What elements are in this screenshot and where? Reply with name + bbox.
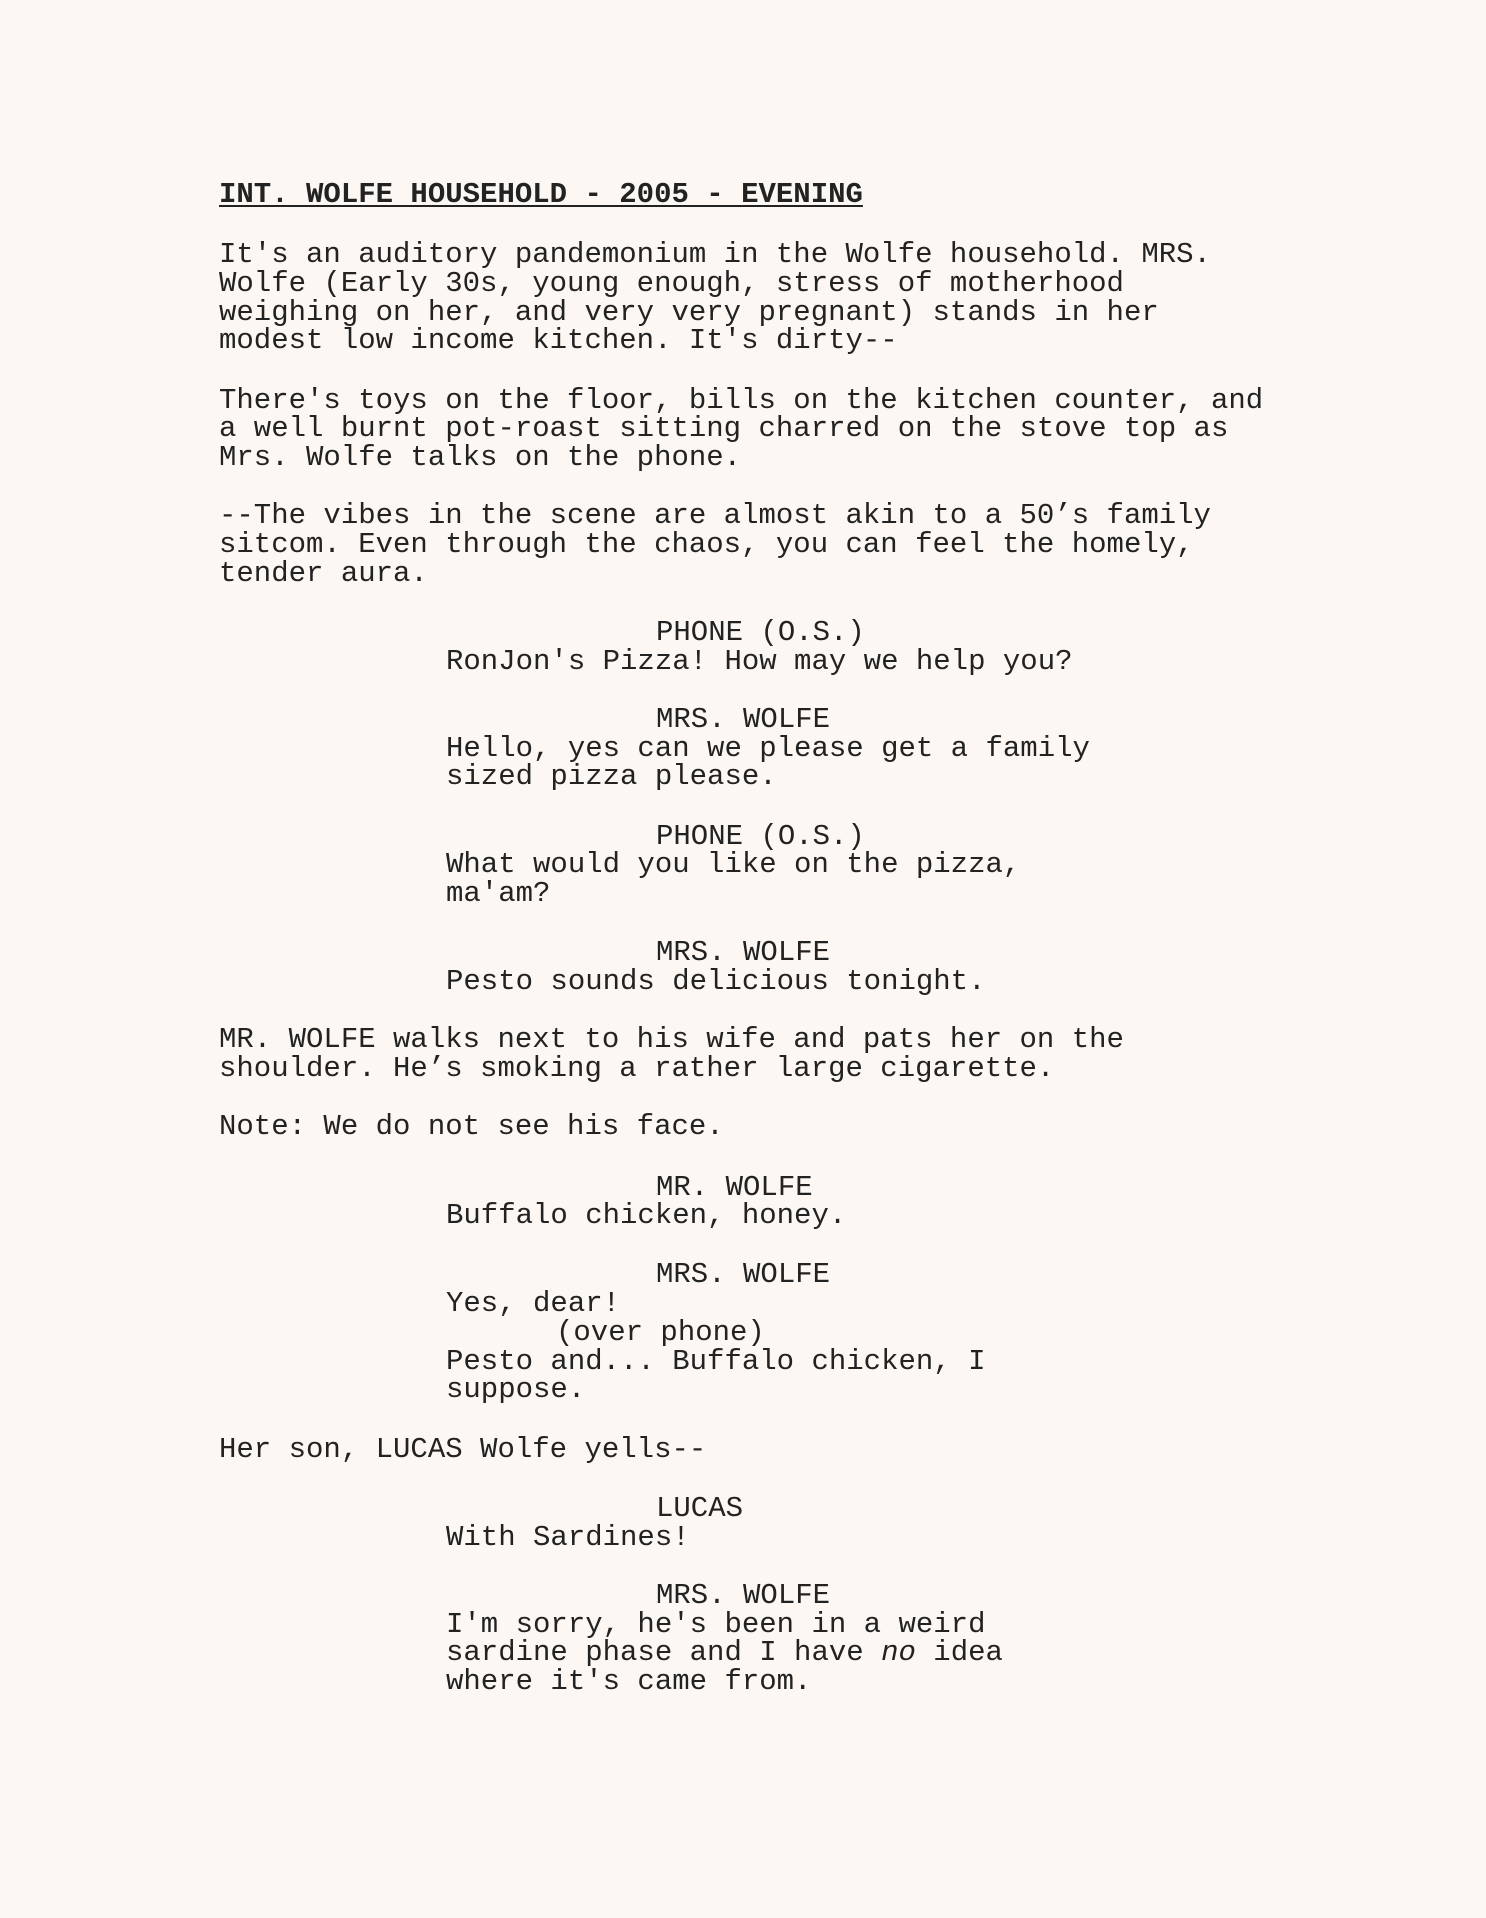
character-name: MRS. WOLFE [656, 1258, 831, 1291]
character-name: MRS. WOLFE [656, 1579, 831, 1612]
action-line: Her son, LUCAS Wolfe yells-- [219, 1433, 707, 1466]
character-name: PHONE (O.S.) [656, 820, 865, 853]
action-line: a well burnt pot-roast sitting charred on the stove top as [219, 412, 1229, 445]
action-line: --The vibes in the scene are almost akin to a 50’s family [219, 499, 1211, 532]
dialogue-line [446, 1638, 1003, 1667]
action-line: modest low income kitchen. It's dirty-- [219, 324, 898, 357]
dialogue-line: RonJon's Pizza! How may we help you? [446, 645, 1073, 678]
dialogue-line: Pesto and... Buffalo chicken, I [446, 1345, 986, 1378]
dialogue-line: where it's came from. [446, 1665, 812, 1698]
action-line: sitcom. Even through the chaos, you can feel the homely, [219, 528, 1194, 561]
scene-heading: INT. WOLFE HOUSEHOLD - 2005 - EVENING [219, 178, 863, 211]
character-name: MR. WOLFE [656, 1171, 813, 1204]
dialogue-line: With Sardines! [446, 1521, 690, 1554]
action-line: Note: We do not see his face. [219, 1110, 724, 1143]
action-line: weighing on her, and very very pregnant) stands in her [219, 296, 1159, 329]
dialogue-line: ma'am? [446, 877, 551, 910]
dialogue-line: sized pizza please. [446, 760, 777, 793]
action-line: There's toys on the floor, bills on the kitchen counter, and [219, 384, 1264, 417]
parenthetical: (over phone) [556, 1316, 765, 1349]
dialogue-line: Pesto sounds delicious tonight. [446, 965, 986, 998]
action-line: tender aura. [219, 557, 428, 590]
dialogue-line: What would you like on the pizza, [446, 848, 1021, 881]
action-line: Mrs. Wolfe talks on the phone. [219, 441, 742, 474]
character-name: MRS. WOLFE [656, 936, 831, 969]
action-line: Wolfe (Early 30s, young enough, stress of motherhood [219, 267, 1124, 300]
emphasis-text: no [881, 1636, 916, 1669]
dialogue-line: suppose. [446, 1373, 586, 1406]
dialogue-line: I'm sorry, he's been in a weird [446, 1608, 986, 1641]
dialogue-line: Buffalo chicken, honey. [446, 1199, 847, 1232]
dialogue-line: Hello, yes can we please get a family [446, 732, 1090, 765]
dialogue-line: Yes, dear! [446, 1287, 621, 1320]
action-line: MR. WOLFE walks next to his wife and pats her on the [219, 1023, 1124, 1056]
dialogue-text: sardine phase and I have [446, 1636, 882, 1669]
character-name: PHONE (O.S.) [656, 616, 865, 649]
action-line: shoulder. He’s smoking a rather large cigarette. [219, 1052, 1055, 1085]
action-line: It's an auditory pandemonium in the Wolfe household. MRS. [219, 238, 1211, 271]
character-name: MRS. WOLFE [656, 703, 831, 736]
character-name: LUCAS [656, 1492, 744, 1525]
dialogue-text: idea [915, 1636, 1003, 1669]
